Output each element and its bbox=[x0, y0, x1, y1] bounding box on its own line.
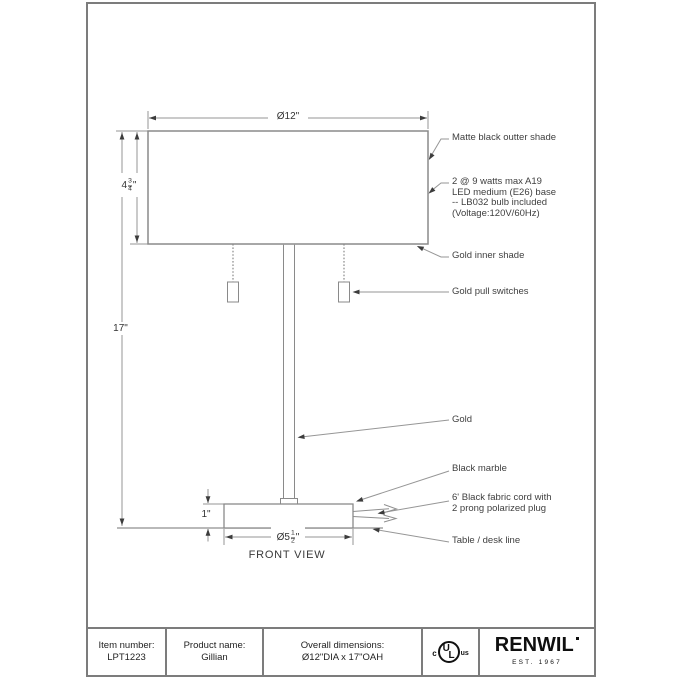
product-name-label: Product name: bbox=[183, 640, 246, 651]
annotation-stem: Gold bbox=[452, 414, 473, 425]
annotation-inner-shade: Gold inner shade bbox=[452, 250, 525, 261]
dimension-overall-height: 17" bbox=[109, 322, 132, 335]
dimension-shade-height: 4 $\frac{3}{4}$ " bbox=[119, 173, 139, 197]
dimension-shade-diameter: Ø12" bbox=[268, 110, 308, 123]
lamp-shade-outline bbox=[148, 131, 428, 244]
annotation-outer-shade: Matte black outter shade bbox=[452, 132, 557, 143]
brand-name: RENWIL bbox=[495, 636, 579, 655]
pull-chains bbox=[233, 244, 344, 282]
annotation-base-material: Black marble bbox=[452, 463, 507, 474]
front-view-label: FRONT VIEW bbox=[248, 549, 326, 561]
annotation-cord-note: 6' Black fabric cord with 2 prong polarized plug bbox=[452, 492, 552, 514]
dimension-base-height: 1" bbox=[198, 508, 214, 521]
item-number-label: Item number: bbox=[98, 640, 155, 651]
ul-circle-icon: U L bbox=[438, 641, 460, 663]
product-name-value: Gillian bbox=[201, 652, 228, 663]
dimension-base-diameter: Ø5 $\frac{1}{2}$ " bbox=[271, 527, 305, 547]
lamp-stem bbox=[284, 245, 295, 499]
lamp-base-outline bbox=[224, 504, 353, 528]
brand-established: EST. 1967 bbox=[512, 658, 562, 666]
power-cord bbox=[353, 505, 397, 523]
annotation-bulb-note: 2 @ 9 watts max A19 LED medium (E26) base -- LB032 bulb included (Voltage:120V/60Hz) bbox=[452, 176, 557, 219]
overall-dimensions-label: Overall dimensions: bbox=[300, 640, 385, 651]
overall-dimensions-value: Ø12"DIA x 17"OAH bbox=[301, 652, 384, 663]
cul-prefix: c bbox=[432, 649, 437, 658]
item-number-value: LPT1223 bbox=[107, 652, 146, 663]
pull-switch-right bbox=[339, 282, 350, 302]
cul-suffix: us bbox=[460, 650, 469, 657]
pull-switch-left bbox=[228, 282, 239, 302]
annotation-table-line: Table / desk line bbox=[452, 535, 521, 546]
annotation-pull-switches: Gold pull switches bbox=[452, 286, 529, 297]
